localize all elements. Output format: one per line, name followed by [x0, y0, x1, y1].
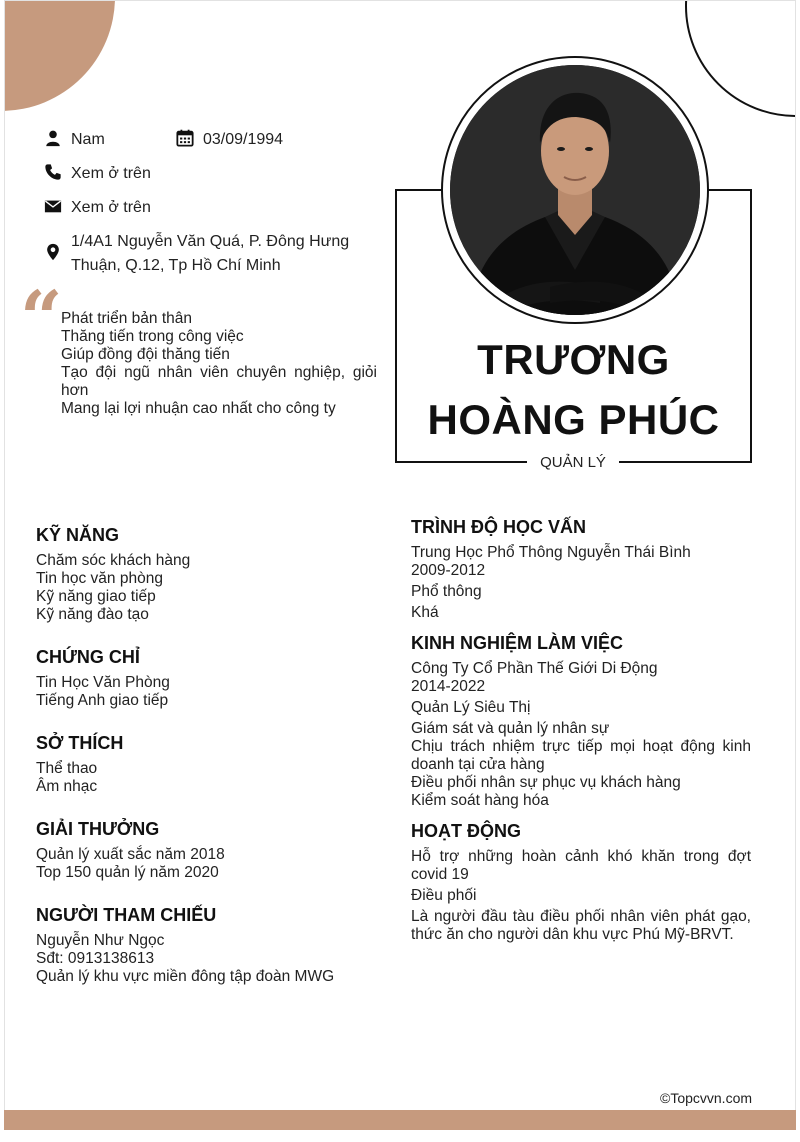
certificates-heading: CHỨNG CHỈ — [36, 647, 140, 667]
name-line-2: HOÀNG PHÚC — [427, 396, 720, 443]
certificate-item: Tin Học Văn Phòng — [36, 674, 170, 691]
phone-value: Xem ở trên — [71, 165, 151, 182]
duty-item: Chịu trách nhiệm trực tiếp mọi hoạt động kinh doanh tại cửa hàng — [411, 738, 751, 773]
education-major: Phổ thông — [411, 583, 482, 600]
duty-item: Giám sát và quản lý nhân sự — [411, 720, 610, 737]
education-school: Trung Học Phổ Thông Nguyễn Thái Bình — [411, 544, 691, 561]
email-value: Xem ở trên — [71, 199, 151, 216]
career-goals — [61, 310, 377, 418]
education-heading: TRÌNH ĐỘ HỌC VẤN — [411, 517, 586, 537]
location-icon — [43, 242, 63, 262]
award-item: Top 150 quản lý năm 2020 — [36, 864, 219, 881]
duty-item: Kiểm soát hàng hóa — [411, 792, 549, 809]
duty-item: Điều phối nhân sự phục vụ khách hàng — [411, 774, 681, 791]
skill-item: Kỹ năng giao tiếp — [36, 588, 156, 605]
activity-description: Là người đầu tàu điều phối nhân viên phát gạo, thức ăn cho người dân khu vực Phú Mỹ-BRVT. — [411, 908, 751, 943]
experience-period: 2014-2022 — [411, 678, 486, 695]
gender-row — [43, 128, 105, 152]
experience-position: Quản Lý Siêu Thị — [411, 699, 531, 716]
certificate-item: Tiếng Anh giao tiếp — [36, 692, 169, 709]
skills-heading: KỸ NĂNG — [36, 525, 120, 545]
mail-icon — [43, 196, 63, 216]
address-line-2: Thuận, Q.12, Tp Hồ Chí Minh — [71, 257, 281, 274]
experience-heading: KINH NGHIỆM LÀM VIỆC — [411, 633, 624, 653]
certificates-section — [36, 646, 376, 710]
goal-item: Mang lại lợi nhuận cao nhất cho công ty — [61, 400, 336, 417]
bottom-accent-bar — [4, 1110, 796, 1130]
education-period: 2009-2012 — [411, 562, 486, 579]
copyright-text: ©Topcvvn.com — [660, 1090, 753, 1106]
goal-item: Tạo đội ngũ nhân viên chuyên nghiệp, giỏi hơn — [61, 364, 377, 399]
awards-heading: GIẢI THƯỞNG — [36, 819, 160, 839]
full-name — [397, 330, 750, 450]
activities-section — [411, 820, 751, 944]
phone-row — [43, 162, 151, 186]
hobby-item: Thể thao — [36, 760, 98, 777]
activities-heading: HOẠT ĐỘNG — [411, 821, 521, 841]
goal-item: Phát triển bản thân — [61, 310, 192, 327]
experience-section — [411, 632, 751, 810]
goal-item: Giúp đồng đội thăng tiến — [61, 346, 230, 363]
skill-item: Chăm sóc khách hàng — [36, 552, 191, 569]
gender-value: Nam — [71, 131, 105, 148]
calendar-icon — [175, 128, 195, 148]
birthday-row — [175, 128, 283, 152]
address-row — [43, 230, 349, 278]
avatar-ring — [441, 56, 709, 324]
hobbies-heading: SỞ THÍCH — [36, 733, 124, 753]
phone-icon — [43, 162, 63, 182]
references-heading: NGƯỜI THAM CHIẾU — [36, 905, 217, 925]
skill-item: Kỹ năng đào tạo — [36, 606, 149, 623]
address-line-1: 1/4A1 Nguyễn Văn Quá, P. Đông Hưng — [71, 233, 350, 250]
decorative-circle-top-right — [685, 0, 796, 117]
quote-icon: “ — [20, 276, 63, 362]
person-icon — [43, 128, 63, 148]
left-column — [36, 524, 376, 1008]
address-value — [71, 230, 349, 278]
awards-section — [36, 818, 376, 882]
activity-role: Điều phối — [411, 887, 477, 904]
birthday-value: 03/09/1994 — [203, 131, 284, 148]
skills-section — [36, 524, 376, 624]
skill-item: Tin học văn phòng — [36, 570, 163, 587]
job-title: QUẢN LÝ — [527, 453, 619, 473]
decorative-circle-top-left — [4, 0, 115, 111]
references-section — [36, 904, 376, 986]
avatar — [450, 65, 700, 315]
name-line-1: TRƯƠNG — [477, 336, 670, 383]
reference-position: Quản lý khu vực miền đông tập đoàn MWG — [36, 968, 335, 985]
email-row — [43, 196, 151, 220]
right-column — [411, 516, 751, 954]
hobbies-section — [36, 732, 376, 796]
reference-name: Nguyễn Như Ngọc — [36, 932, 165, 949]
education-grade: Khá — [411, 604, 439, 621]
activity-event: Hỗ trợ những hoàn cảnh khó khăn trong đợt covid 19 — [411, 848, 751, 883]
reference-phone: Sđt: 0913138613 — [36, 950, 155, 967]
hobby-item: Âm nhạc — [36, 778, 98, 795]
award-item: Quản lý xuất sắc năm 2018 — [36, 846, 225, 863]
experience-company: Công Ty Cổ Phần Thế Giới Di Động — [411, 660, 658, 677]
goal-item: Thăng tiến trong công việc — [61, 328, 244, 345]
education-section — [411, 516, 751, 622]
